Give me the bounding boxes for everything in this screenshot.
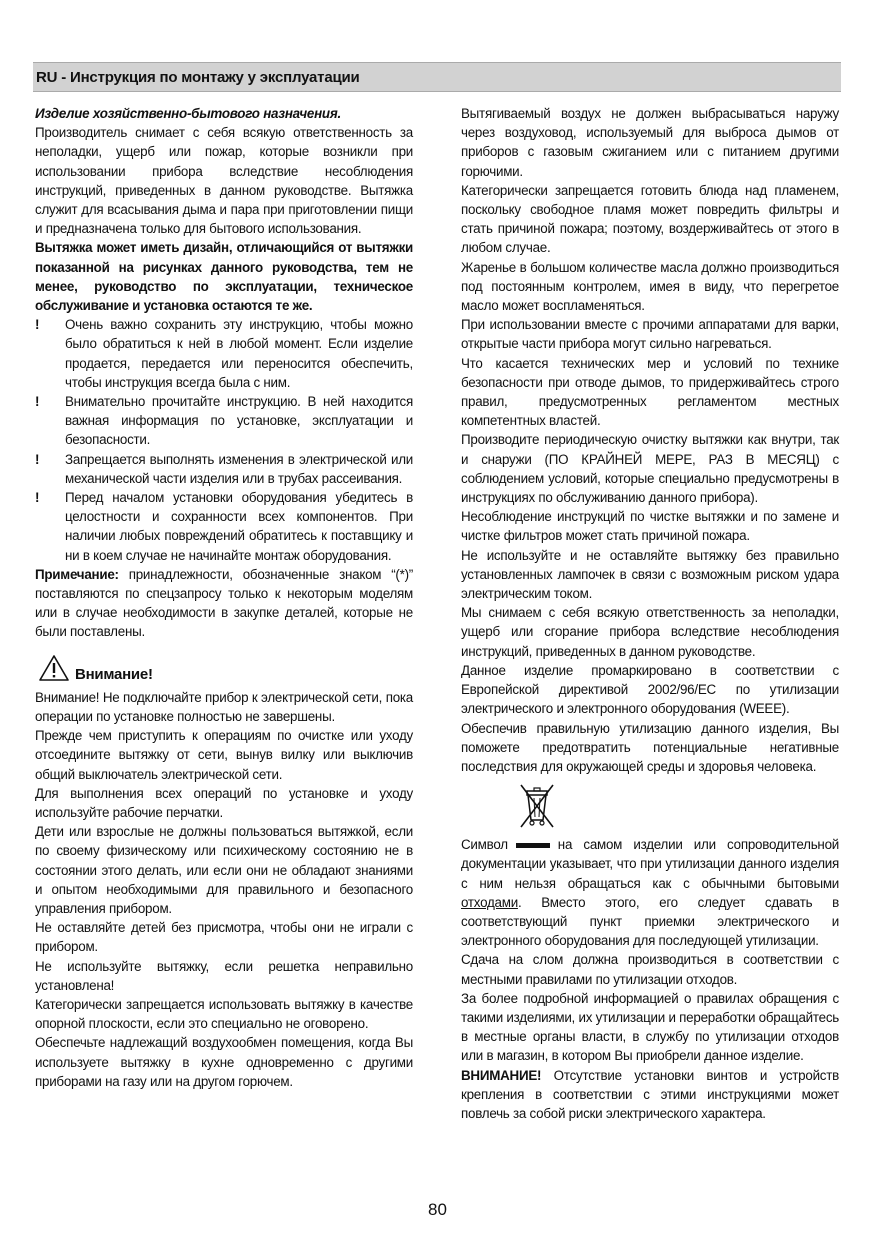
warning-paragraph: Категорически запрещается использовать вытяжку в качестве опорной плоскости, если это специально не оговорено.: [35, 996, 413, 1032]
left-column: [35, 104, 413, 1091]
symbol-text: на самом изделии или сопроводительной документации указывает, что при утилизации данного изделия с ним нельзя обращаться как с обычными бытовыми: [461, 837, 839, 891]
symbol-paragraph: [461, 835, 839, 950]
paragraph: Данное изделие промаркировано в соответствии с Европейской директивой 2002/96/ЕС по утилизации электрического и электронного оборудования (WEEE).: [461, 662, 839, 717]
warning-paragraph: Дети или взрослые не должны пользоваться вытяжкой, если по своему физическому или психическому состоянию не в состоянии этого делать, или если они не обладают знаниями и опытом необходимыми для правильного и безопасного управления прибором.: [35, 824, 413, 916]
paragraph: Обеспечив правильную утилизацию данного изделия, Вы поможете предотвратить потенциальные негативные последствия для окружающей среды и здоровья человека.: [461, 720, 839, 774]
warning-paragraph: Прежде чем приступить к операциям по очистке или уходу отсоедините вытяжку от сети, вынув вилку или выключив общий выключатель электрической сети.: [35, 728, 413, 782]
paragraph: Жаренье в большом количестве масла должно производиться под постоянным контролем, имея в виду, что перегретое масло может воспламеняться.: [461, 259, 839, 314]
paragraph: Несоблюдение инструкций по чистке вытяжки и по замене и чистке фильтров может стать причиной пожара.: [461, 509, 839, 544]
note-label: Примечание:: [35, 566, 119, 582]
paragraph: Вытягиваемый воздух не должен выбрасываться наружу через воздуховод, используемый для выброса дымов от приборов с газовым сжиганием или с питанием другими горючими.: [461, 106, 839, 179]
exclamation-icon: !: [35, 317, 40, 333]
warning-paragraph: Для выполнения всех операций по установке и уходу используйте рабочие перчатки.: [35, 785, 413, 820]
paragraph: Категорически запрещается готовить блюда над пламенем, поскольку свободное пламя может повредить фильтры и стать причиной пожара; поэтому, воздерживайтесь от этого в любом случае.: [461, 182, 839, 256]
weee-symbol: [461, 782, 839, 832]
right-column: [461, 104, 839, 1123]
paragraph: Не используйте и не оставляйте вытяжку без правильно установленных лампочек в связи с возможным риском удара электрическим током.: [461, 547, 839, 602]
note-text: принадлежности, обозначенные знаком “(*)” поставляются по спецзапросу только к некоторым моделям или в случае необходимости в закупке деталей, которые не были поставлены.: [35, 566, 413, 640]
bar-symbol: [516, 843, 550, 848]
paragraph: Сдача на слом должна производиться в соответствии с местными правилами по утилизации отходов.: [461, 952, 839, 987]
bullet-item: [35, 450, 413, 488]
warning-paragraph: Не используйте вытяжку, если решетка неправильно установлена!: [35, 958, 413, 993]
warning-paragraph: Не оставляйте детей без присмотра, чтобы они не играли с прибором.: [35, 920, 413, 955]
intro-heading: Изделие хозяйственно-бытового назначения.: [35, 106, 341, 121]
bullet-text: Внимательно прочитайте инструкцию. В ней находится важная информация по установке, эксплуатации и безопасности.: [65, 394, 413, 448]
bullet-text: Перед началом установки оборудования убедитесь в целостности и сохранности всех компонентов. При наличии любых повреждений обратитесь к поставщику и ни в коем случае не начинайте монтаж оборудования.: [65, 490, 413, 563]
symbol-underlined: отходами: [461, 894, 518, 910]
warning-paragraph: Обеспечьте надлежащий воздухообмен помещения, когда Вы используете вытяжку в кухне одновременно с другими приборами на газу или на другом горючем.: [35, 1035, 413, 1089]
final-warning-text: Отсутствие установки винтов и устройств крепления в соответствии с этими инструкциями может повлечь за собой риски электрического характера.: [461, 1067, 839, 1121]
section-header: [33, 62, 841, 92]
note-paragraph: [35, 565, 413, 642]
final-warning: [461, 1066, 839, 1124]
bullet-text: Запрещается выполнять изменения в электрической или механической части изделия или в трубах рассеивания.: [65, 451, 413, 486]
warning-title: Внимание!: [75, 665, 153, 683]
design-note: Вытяжка может иметь дизайн, отличающийся от вытяжки показанной на рисунках данного руководства, тем не менее, руководство по эксплуатации, техническое обслуживание и установка остаются те же.: [35, 240, 413, 314]
warning-triangle-icon: [38, 654, 70, 682]
final-warning-label: ВНИМАНИЕ!: [461, 1067, 542, 1083]
bullet-item: [35, 315, 413, 392]
bullet-item: [35, 392, 413, 450]
paragraph: Что касается технических мер и условий по технике безопасности при отводе дымов, то придерживайтесь строго правил, предусмотренных регламентом местных компетентных властей.: [461, 355, 839, 429]
page-number: 80: [428, 1200, 447, 1219]
exclamation-icon: !: [35, 394, 40, 410]
section-title: RU - Инструкция по монтажу у эксплуатации: [36, 69, 360, 86]
warning-paragraph: Внимание! Не подключайте прибор к электрической сети, пока операции по установке полностью не завершены.: [35, 689, 413, 724]
paragraph: При использовании вместе с прочими аппаратами для варки, открытые части прибора могут сильно нагреваться.: [461, 317, 839, 352]
symbol-word: Символ: [461, 837, 508, 853]
exclamation-icon: !: [35, 451, 40, 467]
crossed-bin-icon: [517, 782, 557, 830]
paragraph: Мы снимаем с себя всякую ответственность за неполадки, ущерб или сгорание прибора вследствие несоблюдения инструкций, приведенных в данном руководстве.: [461, 605, 839, 659]
bullet-item: [35, 488, 413, 565]
symbol-text-end: . Вместо этого, его следует сдавать в соответствующий пункт приемки электрического и электронного оборудования для последующей утилизации.: [461, 894, 839, 949]
paragraph: Производитель снимает с себя всякую ответственность за неполадки, ущерб или пожар, которые возникли при использовании прибора вследствие несоблюдения инструкций, приведенных в данном руководстве. Вытяжка служит для всасывания дыма и пара при приготовлении пищи и предназначена только для бытового использования.: [35, 125, 413, 237]
warning-heading: [35, 654, 413, 688]
bullet-text: Очень важно сохранить эту инструкцию, чтобы можно было обратиться к ней в любой момент. Если изделие продается, передается или переносится обеспечить, чтобы инструкция всегда была с ним.: [65, 317, 413, 390]
paragraph: За более подробной информацией о правилах обращения с такими изделиями, их утилизации и переработки обращайтесь в местные органы власти, в службу по утилизации отходов или в магазин, в котором Вы приобрели данное изделие.: [461, 990, 839, 1064]
paragraph: Производите периодическую очистку вытяжки как внутри, так и снаружи (ПО КРАЙНЕЙ МЕРЕ, РАЗ В МЕСЯЦ) с соблюдением условий, которые специально предусмотрены в инструкциях по обслуживанию данного прибора).: [461, 432, 839, 506]
exclamation-icon: !: [35, 490, 40, 506]
